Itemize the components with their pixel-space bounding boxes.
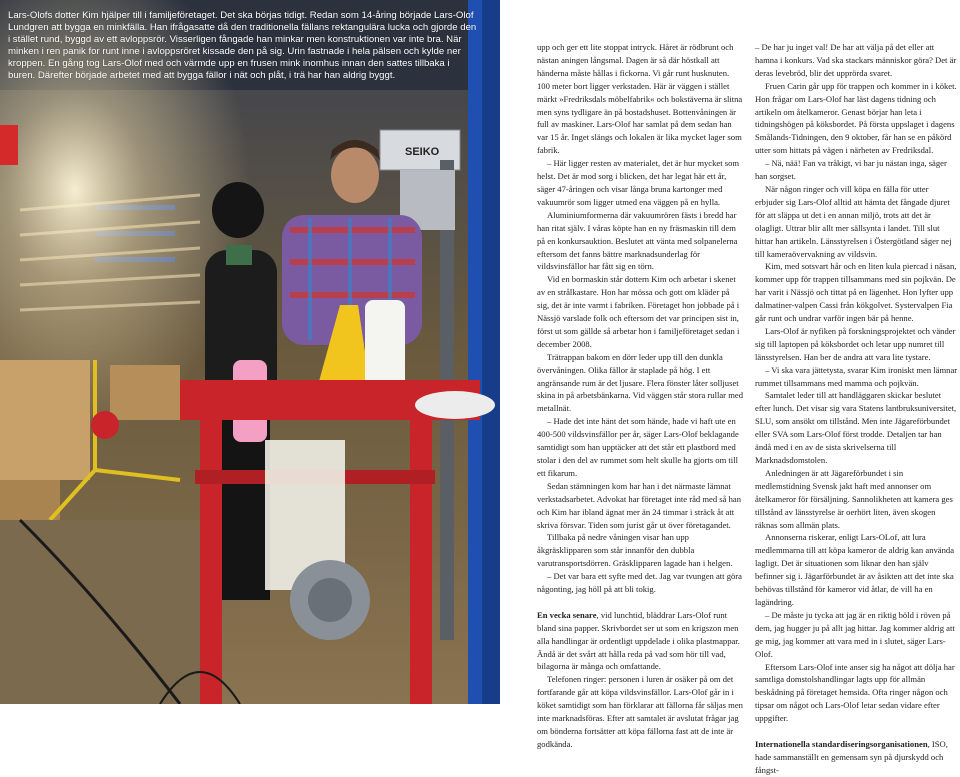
paragraph-lead-in: En vecka senare — [537, 609, 597, 620]
article-photo — [0, 0, 500, 704]
article-paragraph: – Det var bara ett syfte med det. Jag var tvungen att göra någonting, jag höll på att bli tokig. — [537, 571, 742, 595]
article-paragraph: Tillbaka på nedre våningen visar han upp åkgräsklipparen som står innanför den dubbla varutransportsdörren. Gräsklipparen lagade han i helgen. — [537, 532, 733, 569]
article-paragraph: Lars-Olof är nyfiken på forskningsprojektet och vänder sig till laptopen på köksbordet och letar upp numret till länsstyrelsen. Han ber de andra att vara lite tystare. — [755, 325, 956, 362]
article-paragraph: – Hade det inte hänt det som hände, hade vi haft ute en 400-500 vildsvinsfällor per år, säger Lars-Olof beklagande samtidigt som han upptäcker att det står ett plastbord med stolar i den del av rummet som helt skulle ha gjorts om till ett fikarum. — [537, 416, 739, 478]
article-paragraph: Telefonen ringer: personen i luren är osäker på om det fortfarande går att köpa vildsvinsfällor. Lars-Olof går in i köket samtidigt som han förklarar att fällorna får säljas men inte marknadsföras. Efter att samtalet är avslutat frågar jag om bönderna fortsätter att köpa fällorna fast att de inte är godkända. — [537, 674, 743, 749]
article-paragraph: Samtalet leder till att handläggaren skickar beslutet efter lunch. Det visar sig vara Statens lantbruksuniversitet, SLU, som ansökt om tillstånd. Men inte Jägareförbundet eller SVA som Lars-Olof först trodde. Detaljen tar han ändå med i en av de sista skrivelserna till Marknadsdomstolen. — [755, 390, 957, 465]
article-column-2 — [755, 41, 958, 777]
paragraph-body: , ISO, hade sammanställt en gemensam syn på djurskydd och fångst- — [755, 738, 948, 775]
article-paragraph: Kim, med sotsvart hår och en liten kula piercad i näsan, kommer upp för trappen tillsammans med sin pojkvän. De har varit i Nässjö och tittat på en lägenhet. Hon lyfter upp dalmatiner-valpen Cassi från kökgolvet. Systervalpen Fia går runt och undrar varför ingen bär på henne. — [755, 261, 957, 324]
paragraph-body: , vid lunchtid, bläddrar Lars-Olof runt bland sina papper. Skrivbordet ser ut som en krigszon men alla handlingar är ordentligt uppdelade i olika plastmappar. Ändå är det svårt att hålla reda på vad som hör till vad, bilagorna är många och omfattande. — [537, 609, 740, 672]
article-paragraph: Trätrappan bakom en dörr leder upp till den dunkla övervåningen. Olika fällor är staplade på hög. I ett angränsande rum är det ljusare. Flera fönster låter solljuset skina in på arbetsbänkarna. Vid väggen står stora rullar med metallnät. — [537, 351, 743, 414]
machine-brand-label: SEIKO — [405, 146, 440, 158]
article-paragraph: – Nä, nää! Fan va tråkigt, vi har ju nästan inga, säger han sorgset. — [755, 158, 947, 182]
article-paragraph: Vid en bormaskin står dottern Kim och arbetar i skenet av en strålkastare. Hon har mössa och gott om kläder på sig, det är inte varmt i fabriken. Företaget hon jobbade på i Nässjö varslade folk och eftersom det var principen sist in, först ut som gällde så arbetar hon i familjeföretaget sedan i december 2008. — [537, 274, 740, 349]
article-paragraph: Fruen Carin går upp för trappen och kommer in i köket. Hon frågar om Lars-Olof har läst dagens tidning och artikeln om åtelkameror. Genast börjar han leta i tidningshögen på köksbordet. På första uppslaget i dagens Smålands-Tidningen, den 9 oktober, får han se en påkörd utter som hittats på vägen i närheten av Fredriksdal. — [755, 80, 957, 156]
article-paragraph: När någon ringer och vill köpa en fälla för utter erbjuder sig Lars-Olof alltid att hämta det fångade djuret för att släppa ut det i en annan miljö, trots att det är olagligt. Uttrar blir allt mer sällsynta i landet. Till slut hittar han artikeln. Länsstyrelsen i Östergötland säger nej till kameraövervakning av vildsvin. — [755, 183, 952, 259]
article-paragraph — [755, 738, 958, 777]
paragraph-lead-in: Internationella standardiseringsorganisationen — [755, 738, 928, 749]
article-column-1 — [537, 41, 743, 751]
photo-caption: Lars-Olofs dotter Kim hjälper till i familjeföretaget. Det ska börjas tidigt. Redan som 14-åring började Lars-Olof Lundgren att bygga en minkfälla. Han ifrågasatte då den traditionella fällans rektangulära lucka och gjorde den i stället rund, byggd av ett avloppsrör. Visserligen fångade han minkar men konstruktionen var inte bra. När minken i ren panik for runt inne i avloppsröret kissade den på sig. Urin fastnade i hela pälsen och kylde ner kroppen. En gång tog Lars-Olof med och värmde upp en frusen mink inomhus innan den sattes tillbaka i buren. Därefter började arbetet med att bygga fällor i nät och plåt, i trä har han aldrig byggt. — [8, 10, 477, 81]
workshop-photo-illustration — [0, 0, 500, 704]
article-paragraph: – Här ligger resten av materialet, det är hur mycket som helst. Det är mod sorg i blicken, det har legat här ett år, säger 47-åringen och visar långa bruna kartonger med vakuumrör som ligger utmed ena väggen på en hylla. — [537, 158, 740, 207]
article-paragraph — [537, 609, 743, 674]
article-paragraph: Anledningen är att Jägareförbundet i sin medlemstidning Svensk jakt haft med annonser om åtelkameror för försäljning. Sannolikheten att kamera ges tillstånd av länsstyrelse är oerhört liten, även skogen räknas som allmän plats. — [755, 467, 953, 530]
article-paragraph: – De har ju inget val! De har att välja på det eller att hamna i konkurs. Vad ska stackars människor göra? Det är deras levebröd, blir det upprörda svaret. — [755, 42, 957, 78]
article-paragraph: upp och ger ett lite stoppat intryck. Håret är rödbrunt och nästan aningen långsmal. Dagen är så där höstkall att händerna måste hållas i fickorna. Vi går runt husknuten. 100 meter bort ligger verkstaden. Här är väggen i stället märkt »Fredriksdals möbelfabrik« och bokstäverna är slitna men syns tydligare än på bostadshuset. Bottenvåningen är full av maskiner. Lars-Olof har samlat på dem sedan han var 15 år. Inget slängs och lokalen är lika mycket lager som fabrik. — [537, 42, 743, 156]
article-paragraph: Eftersom Lars-Olof inte anser sig ha något att dölja har samtliga domstolshandlingar lagts upp för allmän beskådning på företaget hemsida. Ofta ringer någon och tipsar om något och Lars-Olof letar sedan vidare efter uppgifter. — [755, 661, 955, 724]
article-paragraph: – Vi ska vara jättetysta, svarar Kim ironiskt men lämnar rummet tillsammans med mamma och pojkvän. — [755, 364, 958, 388]
article-paragraph: Aluminiumformerna där vakuumrören fästs i bredd har han ritat själv. I våras köpte han en ny fräsmaskin till dem på en konkursauktion. Beslutet att vänta med solpanelerna eftersom det fanns bättre marknadsunderlag för vildsvinsfällor har fått sig en törn. — [537, 209, 738, 272]
article-paragraph: Annonserna riskerar, enligt Lars-OLof, att lura medlemmarna till att köpa kameror de aldrig kan använda lagligt. Det är situationen som liknar den han själv befinner sig i. Jägarförbundet är av åsikten att det inte ska behövas tillstånd för kameror vid åtlar, de vill ha en lagändring. — [755, 532, 955, 607]
article-paragraph: – De måste ju tycka att jag är en riktig böld i röven på dem, jag hugger ju på allt jag hittar. Jag kommer aldrig att ge mig, jag kommer att vara med in i slutet, säger Lars-Olof. — [755, 609, 955, 659]
article-paragraph: Sedan stämningen kom har han i det närmaste lämnat verkstadsarbetet. Advokat har företaget inte råd med så han och Kim har ibland ägnat mer än 24 timmar i sträck åt att skriva försvar. Tiden som jurist går ut över företagandet. — [537, 480, 742, 530]
